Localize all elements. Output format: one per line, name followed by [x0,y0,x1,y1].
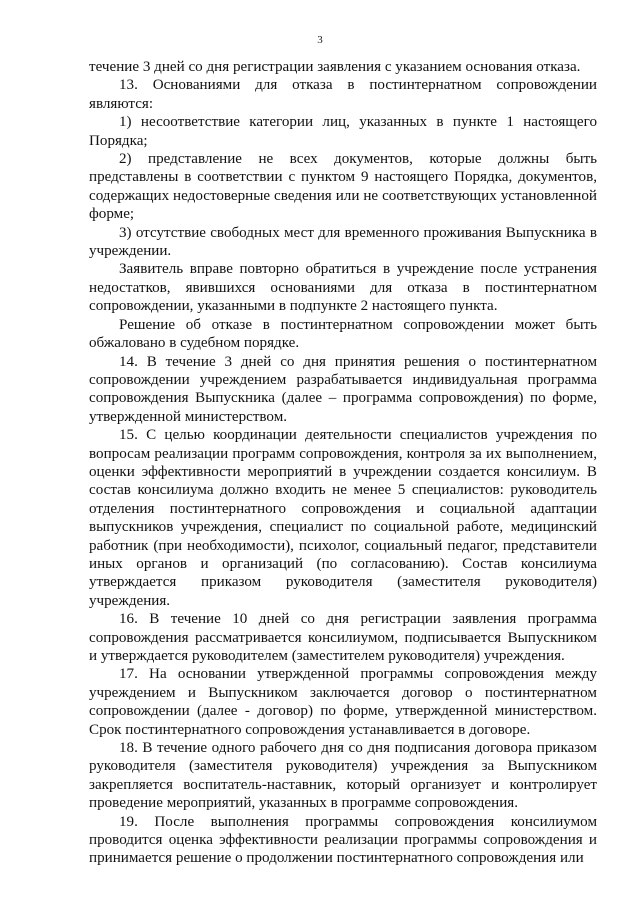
paragraph-13-appeal: Решение об отказе в постинтернатном сопровождении может быть обжаловано в судебном порядке. [89,316,597,352]
paragraph-18: 18. В течение одного рабочего дня со дня подписания договора приказом руководителя (заместителя руководителя) учреждения за Выпускником закрепляется воспитатель-наставник, который организует и контролирует проведение мероприятий, указанных в программе сопровождения. [89,740,597,812]
paragraph-13: 13. Основаниями для отказа в постинтернатном сопровождении являются: [89,77,597,112]
paragraph-13-item-1: 1) несоответствие категории лиц, указанных в пункте 1 настоящего Порядка; [89,114,597,149]
paragraph-13-item-3: 3) отсутствие свободных мест для временного проживания Выпускника в учреждении. [89,224,597,260]
paragraph-16: 16. В течение 10 дней со дня регистрации заявления программа сопровождения рассматривается консилиумом, подписывается Выпускником и утверждается руководителем (заместителем руководителя) учреждения. [89,611,597,664]
paragraph-continuation: течение 3 дней со дня регистрации заявления с указанием основания отказа. [89,59,581,75]
paragraph-17: 17. На основании утвержденной программы сопровождения между учреждением и Выпускником заключается договор о постинтернатном сопровождении (далее - договор) по форме, утвержденной министерством. Срок постинтернатного сопровождения устанавливается в договоре. [89,666,597,738]
paragraph-14: 14. В течение 3 дней со дня принятия решения о постинтернатном сопровождении учреждением разрабатывается индивидуальная программа сопровождения Выпускника (далее – программа сопровождения) по форме, утвержденной министерством. [89,353,597,425]
paragraph-19: 19. После выполнения программы сопровождения консилиумом проводится оценка эффективности реализации программы сопровождения и принимается решение о продолжении постинтернатного сопровождения или [89,813,597,867]
page-number: 3 [317,34,323,46]
paragraph-13-item-2: 2) представление не всех документов, которые должны быть представлены в соответствии с пунктом 9 настоящего Порядка, документов, содержащих недостоверные сведения или не соответствующих установленной форме; [89,151,597,223]
document-body [89,58,597,868]
paragraph-15: 15. С целью координации деятельности специалистов учреждения по вопросам реализации программ сопровождения, контроля за их выполнением, оценки эффективности мероприятий в учреждении создается консилиум. В состав консилиума должно входить не менее 5 специалистов: руководитель отделения постинтернатного сопровождения и социальной адаптации выпускников учреждения, специалист по социальной работе, медицинский работник (при необходимости), психолог, социальный педагог, представители иных органов и организаций (по согласованию). Состав консилиума утверждается приказом руководителя (заместителя руководителя) учреждения. [89,427,597,609]
paragraph-13-reapply: Заявитель вправе повторно обратиться в учреждение после устранения недостатков, явившихся основаниями для отказа в постинтернатном сопровождении, указанными в подпункте 2 настоящего пункта. [89,261,597,315]
